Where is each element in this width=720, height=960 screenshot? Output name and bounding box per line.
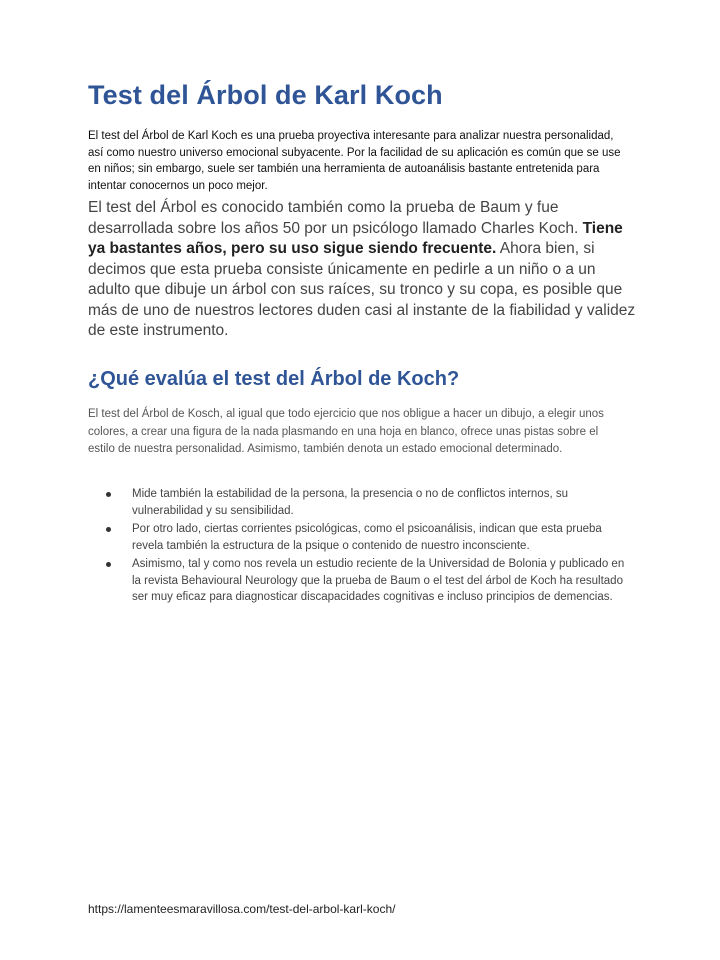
- bullet-item: [88, 486, 628, 519]
- bullet-text: Asimismo, tal y como nos revela un estudio reciente de la Universidad de Bolonia y publicado en la revista Behavioural Neurology que la prueba de Baum o el test del árbol de Koch ha resultado ser muy eficaz para diagnosticar discapacidades cognitivas e incluso principios de demencias.: [132, 558, 625, 603]
- bullet-text: Mide también la estabilidad de la persona, la presencia o no de conflictos internos, su vulnerabilidad y su sensibilidad.: [132, 488, 568, 517]
- page-title: Test del Árbol de Karl Koch: [88, 80, 443, 110]
- lead-text-part2: Ahora bien, si decimos que esta prueba consiste únicamente en pedirle a un niño o a un adulto que dibuje un árbol con sus raíces, su tronco y su copa, es posible que más de uno de nuestros lectores duden casi al instante de la fiabilidad y validez de este instrumento.: [88, 240, 636, 339]
- section-heading: ¿Qué evalúa el test del Árbol de Koch?: [88, 368, 460, 390]
- bullet-item: [88, 556, 628, 606]
- lead-paragraph: [88, 198, 636, 342]
- section-paragraph: El test del Árbol de Kosch, al igual que todo ejercicio que nos obligue a hacer un dibujo, a elegir unos colores, a crear una figura de la nada plasmando en una hoja en blanco, ofrece unas pistas sobre el estilo de nuestra personalidad. Asimismo, también denota un estado emocional determinado.: [88, 408, 604, 455]
- bullet-icon: [106, 492, 111, 497]
- bullet-text: Por otro lado, ciertas corrientes psicológicas, como el psicoanálisis, indican que esta prueba revela también la estructura de la psique o contenido de nuestro inconsciente.: [132, 523, 602, 552]
- bullet-icon: [106, 527, 111, 532]
- bullet-item: [88, 521, 628, 554]
- bullet-list: [88, 486, 628, 608]
- source-url: https://lamenteesmaravillosa.com/test-del-arbol-karl-koch/: [88, 902, 396, 916]
- lead-text-part1: El test del Árbol es conocido también como la prueba de Baum y fue desarrollada sobre los años 50 por un psicólogo llamado Charles Koch.: [88, 199, 583, 237]
- lead-bold-sentence: Tiene ya bastantes años, pero su uso sigue siendo frecuente.: [88, 219, 623, 257]
- bullet-icon: [106, 562, 111, 567]
- intro-paragraph: El test del Árbol de Karl Koch es una prueba proyectiva interesante para analizar nuestra personalidad, así como nuestro universo emocional subyacente. Por la facilidad de su aplicación es común que se use en niños; sin embargo, suele ser también una herramienta de autoanálisis bastante entretenida para intentar conocernos un poco mejor.: [88, 130, 621, 192]
